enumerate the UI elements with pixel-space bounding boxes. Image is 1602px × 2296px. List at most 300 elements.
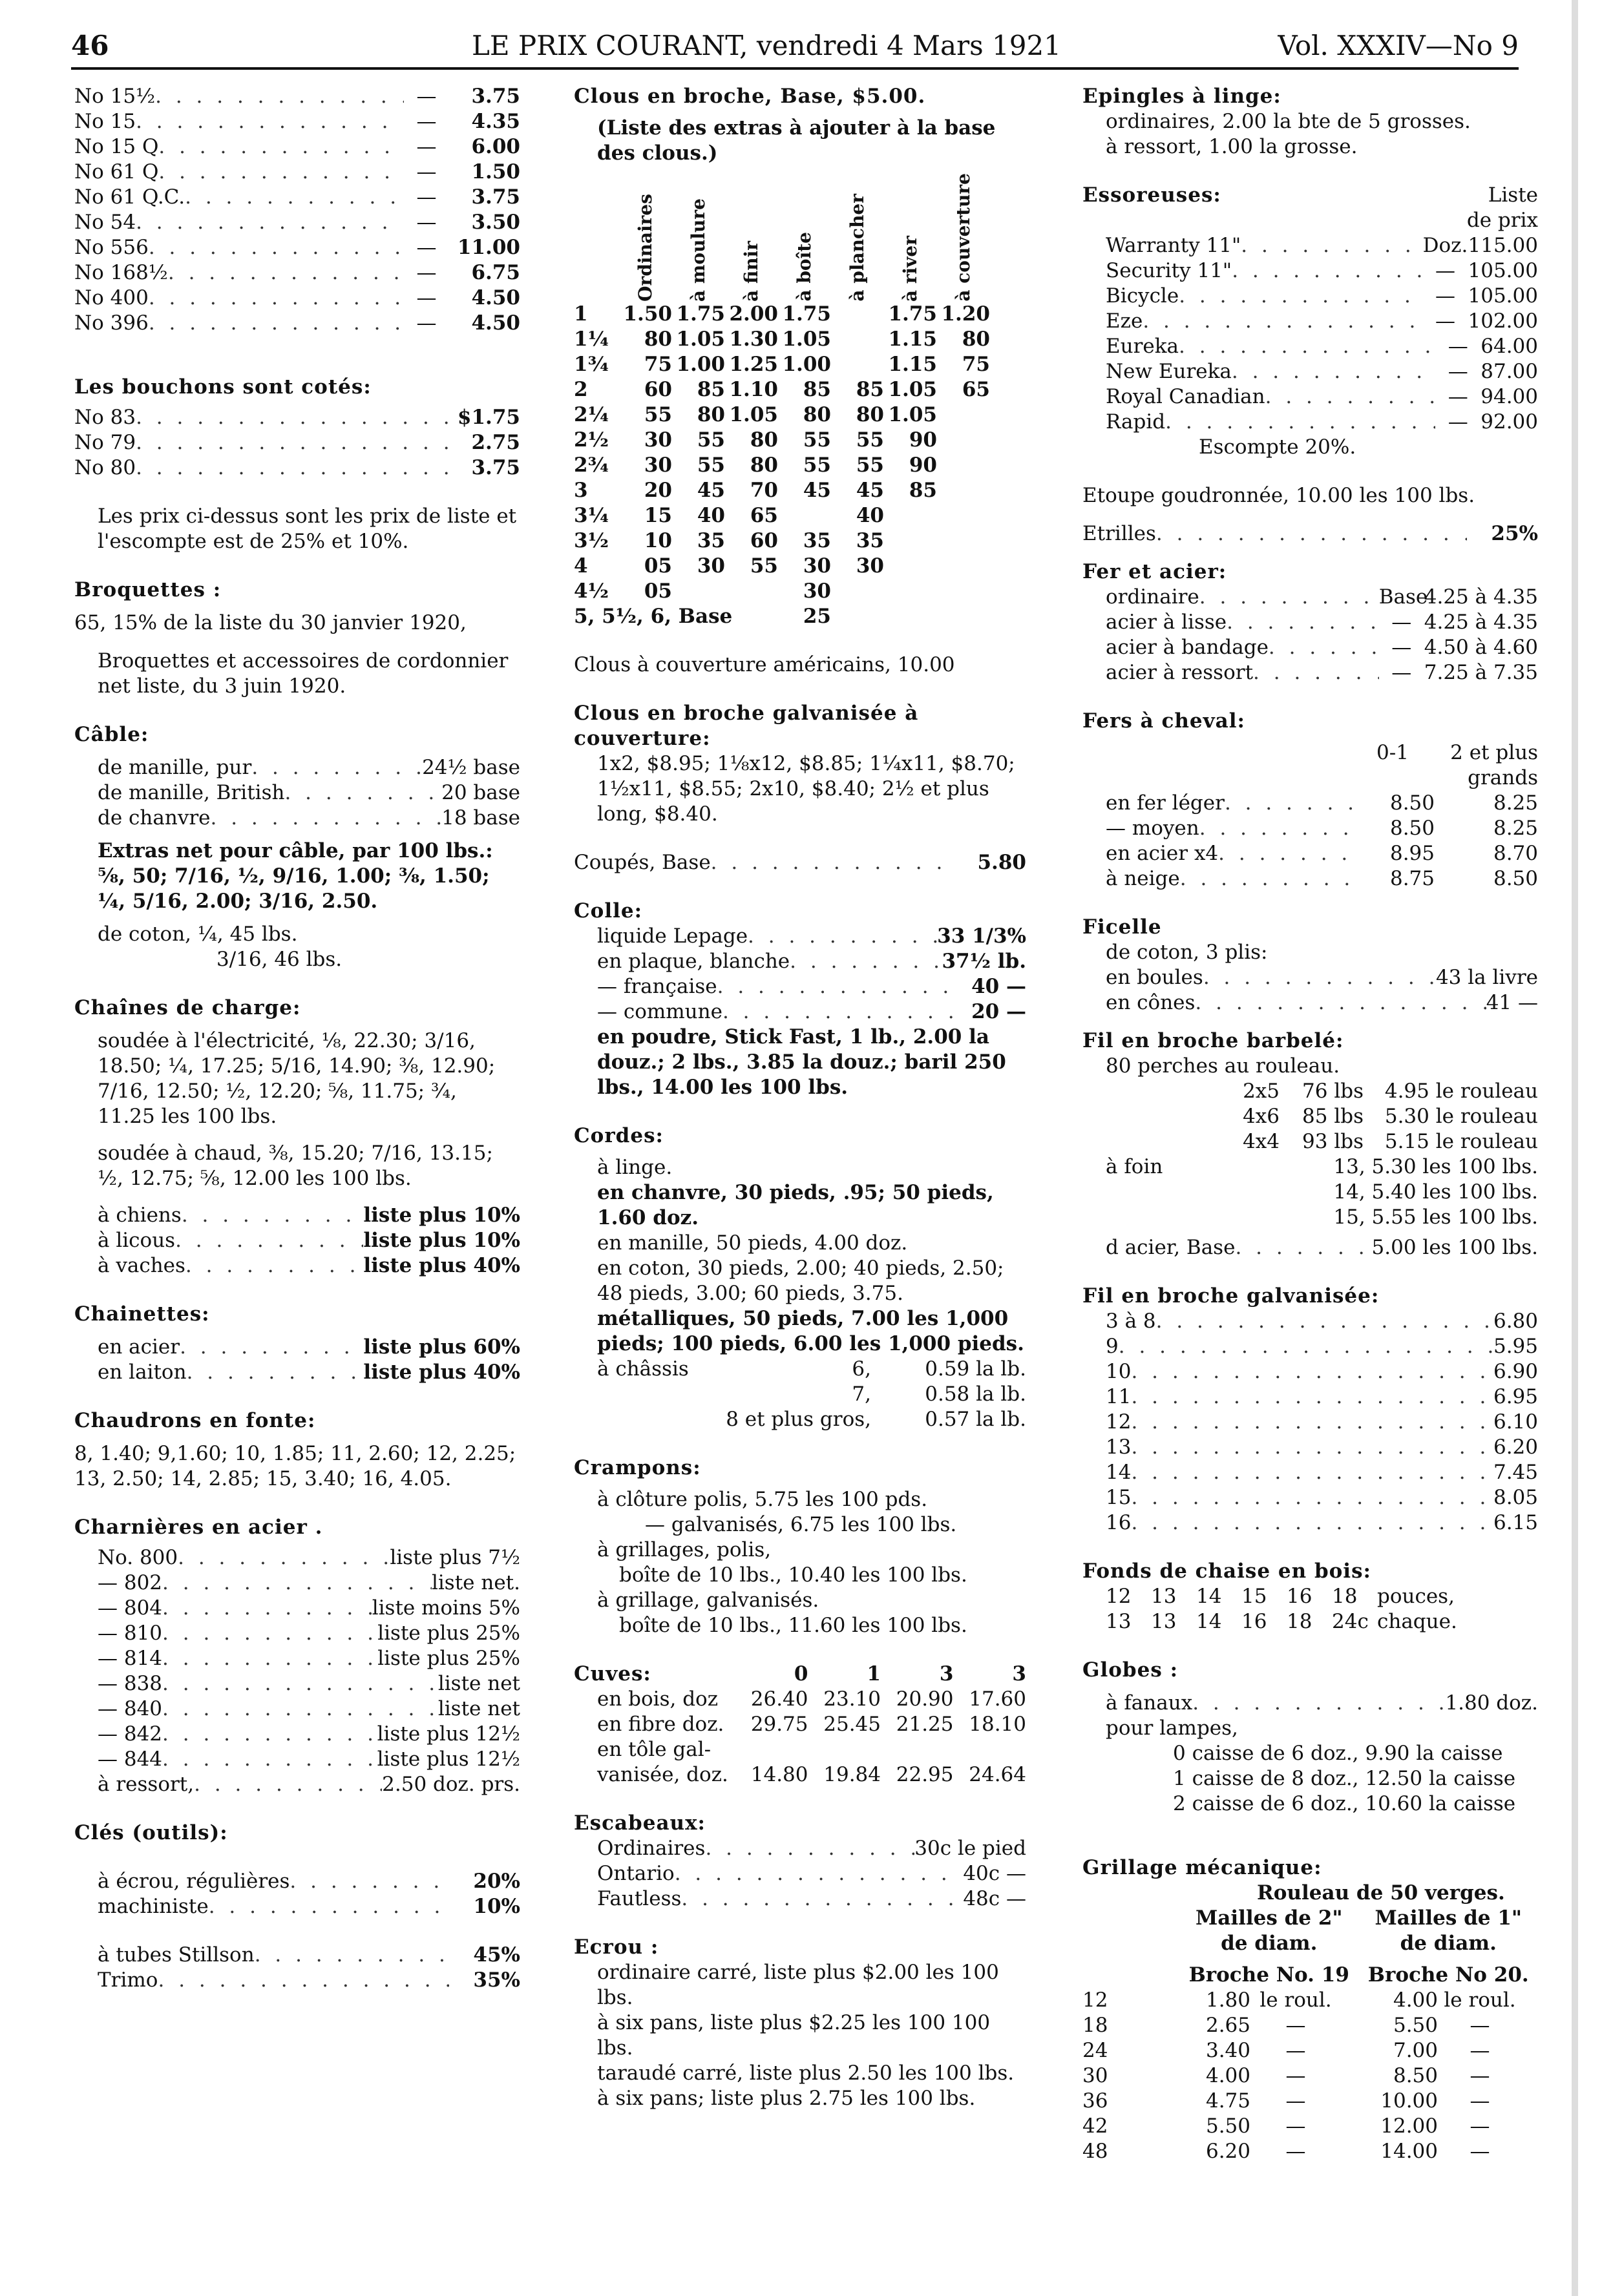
bouchon-row-label: No 83: [74, 406, 136, 429]
cable-row: [98, 780, 520, 806]
fil-galv-row: [1106, 1435, 1538, 1460]
charniere-row: [98, 1772, 520, 1797]
fers-title: Fers à cheval:: [1082, 709, 1245, 733]
clous-galv-prices: 1x2, $8.95; 1⅛x12, $8.85; 1¼x11, $8.70; 1½x11, $8.55; 2x10, $8.40; 2½ et plus long, $8.40.: [597, 752, 1015, 826]
chassis-row: [574, 1382, 1026, 1407]
fil-galv-row-label: 16: [1106, 1511, 1132, 1534]
fil-galv-row: [1106, 1460, 1538, 1485]
grillage-row: [1082, 1988, 1538, 2013]
dot-leader: [136, 405, 449, 430]
fer-row-unit: —: [1391, 661, 1412, 684]
charniere-row-label: — 814: [98, 1647, 163, 1670]
broquettes-note: Broquettes et accessoires de cordonnier net liste, du 3 juin 1920.: [98, 649, 509, 698]
cuves-cell: 17.60: [969, 1687, 1026, 1711]
fil-galv-row-value: 6.20: [1493, 1435, 1538, 1459]
globes-fanaux-value: 1.80 doz.: [1445, 1691, 1538, 1715]
colle-row: [597, 974, 1026, 999]
nails-cell: 1.05: [888, 403, 937, 426]
nails-cell: 90: [909, 428, 937, 452]
globes-fanaux-row: [1082, 1691, 1538, 1716]
nails-cell: 3½: [574, 529, 609, 552]
nails-cell: [937, 503, 990, 528]
number-row-unit: —: [416, 110, 437, 133]
dot-leader: [1232, 258, 1422, 284]
chainettes-list: [74, 1335, 520, 1385]
chainette-row-value: liste plus 60%: [363, 1335, 520, 1359]
fers-label: en acier x4: [1106, 842, 1219, 865]
cable-list: [74, 755, 520, 831]
colle-row-value: 33 1/3%: [937, 924, 1026, 948]
bouchon-row-value: 2.75: [471, 431, 520, 454]
fil-galv-row: [1106, 1384, 1538, 1410]
nails-cell: 65: [962, 378, 990, 401]
number-row: [74, 134, 520, 160]
number-row-value: 3.50: [471, 211, 520, 234]
nails-cell: 1.00: [676, 353, 725, 376]
grillage-size: 18: [1082, 2014, 1108, 2037]
chaudrons-title: Chaudrons en fonte:: [74, 1409, 316, 1432]
dot-leader: [162, 1621, 377, 1646]
ecrou-line-2: à six pans, liste plus $2.25 les 100 100 lbs.: [597, 2011, 991, 2060]
fil-barbele-a: 4x4: [1243, 1130, 1280, 1153]
nails-cell: 30: [803, 579, 831, 603]
dot-leader: [290, 1869, 449, 1894]
essoreuse-row-value: 105.00: [1468, 284, 1538, 308]
ficelle-row: [1106, 990, 1538, 1016]
essoreuse-row: [1106, 334, 1538, 359]
fonds-cell: 24c: [1332, 1610, 1369, 1633]
fil-barbele-b: 85 lbs: [1302, 1105, 1364, 1128]
globes-title: Globes :: [1082, 1658, 1179, 1682]
colle-title: Colle:: [574, 899, 643, 923]
dot-leader: [1199, 816, 1364, 841]
cuves-head: 1: [867, 1662, 881, 1685]
cles-list-2: [74, 1943, 520, 1993]
fonds-title: Fonds de chaise en bois:: [1082, 1560, 1371, 1583]
escabeau-row-label: Fautless: [597, 1887, 682, 1910]
essoreuses-liste: Liste: [1488, 183, 1538, 207]
nails-cell: 75: [962, 353, 990, 376]
cordes-line-2: en chanvre, 30 pieds, .95; 50 pieds, 1.60 doz.: [597, 1181, 994, 1229]
nails-cell: 30: [644, 428, 672, 452]
cle-row-value: 45%: [473, 1943, 520, 1967]
number-row-unit: —: [416, 236, 437, 259]
dot-leader: [1195, 990, 1486, 1016]
nails-cell: [937, 528, 990, 554]
essoreuse-row-label: Rapid: [1106, 410, 1166, 433]
nails-cell: [884, 579, 937, 604]
fil-barbele-c: 5.30 le rouleau: [1384, 1105, 1538, 1128]
nails-cell: 55: [803, 428, 831, 452]
chassis-size: 6,: [852, 1357, 871, 1381]
dot-leader: [158, 134, 404, 160]
dot-leader: [1199, 585, 1379, 610]
nails-cell: 70: [750, 479, 778, 502]
grillage-b: 5.50: [1393, 2014, 1438, 2037]
fil-galv-row: [1106, 1334, 1538, 1359]
grillage-b: 10.00: [1380, 2089, 1438, 2113]
fonds-cell: 14: [1196, 1585, 1222, 1608]
charniere-row-label: à ressort,: [98, 1773, 195, 1796]
nails-cell: 3: [574, 479, 588, 502]
nails-cell: 55: [750, 554, 778, 578]
chassis-size: 8 et plus gros,: [726, 1408, 871, 1431]
fer-row-unit: Base: [1378, 585, 1428, 609]
nails-col-header: à moulure: [688, 198, 709, 302]
grillage-h1b: de diam.: [1221, 1932, 1318, 1955]
nails-cell: 35: [697, 529, 725, 552]
fers-b: 8.25: [1493, 817, 1538, 840]
cuves-table: [574, 1662, 1026, 1788]
nails-cell: 2: [574, 378, 588, 401]
number-row: [74, 210, 520, 235]
charniere-row-label: — 842: [98, 1722, 163, 1746]
nails-cell: 1.75: [782, 302, 831, 326]
dot-leader: [178, 1545, 390, 1571]
nails-cell: 2¼: [574, 403, 609, 426]
cordes-line-5: métalliques, 50 pieds, 7.00 les 1,000 pieds; 100 pieds, 6.00 les 1,000 pieds.: [597, 1307, 1024, 1355]
fonds-cell: 14: [1196, 1610, 1222, 1633]
grillage-ub: —: [1470, 2089, 1490, 2113]
grillage-size: 42: [1082, 2114, 1108, 2138]
nails-cell: 15: [644, 504, 672, 527]
cle-row-value: 20%: [473, 1870, 520, 1893]
dot-leader: [211, 806, 442, 831]
number-row: [74, 311, 520, 336]
number-row-unit: —: [416, 135, 437, 158]
escabeau-row: [597, 1886, 1026, 1912]
grillage-ua: —: [1285, 2140, 1306, 2163]
nails-cell: 80: [803, 403, 831, 426]
charniere-row-label: No. 800: [98, 1546, 178, 1569]
ecrou-title: Ecrou :: [574, 1936, 659, 1959]
grillage-ua: —: [1285, 2039, 1306, 2062]
cuves-head: 3: [1012, 1662, 1026, 1685]
colle-row-value: 37½ lb.: [942, 950, 1026, 973]
chaine-row-label: à licous: [98, 1229, 176, 1252]
fil-galv-title: Fil en broche galvanisée:: [1082, 1284, 1380, 1308]
dot-leader: [1119, 1334, 1493, 1359]
ecrou-line-4: à six pans; liste plus 2.75 les 100 lbs.: [597, 2087, 976, 2110]
nails-last-value: 25: [803, 605, 831, 628]
fers-a: 8.50: [1389, 817, 1435, 840]
chaine-row: [98, 1203, 520, 1228]
bouchon-row: [74, 405, 520, 430]
nails-cell: 40: [697, 504, 725, 527]
dot-leader: [162, 1671, 438, 1696]
ficelle-title: Ficelle: [1082, 915, 1162, 939]
fil-galv-row-label: 10: [1106, 1360, 1132, 1383]
essoreuse-row-unit: —: [1448, 385, 1468, 408]
numbers-list: [74, 84, 520, 336]
essoreuse-row-value: 87.00: [1481, 360, 1538, 383]
charniere-row: [98, 1621, 520, 1646]
nails-cell: 55: [856, 454, 884, 477]
grillage-broche-2: Broche No 20.: [1367, 1963, 1529, 1987]
nails-cell: 2½: [574, 428, 609, 452]
bouchons-note: Les prix ci-dessus sont les prix de liste et l'escompte est de 25% et 10%.: [98, 505, 517, 553]
fers-list: [1082, 791, 1538, 892]
cable-extras: Extras net pour câble, par 100 lbs.: ⅝, 50; 7/16, ½, 9/16, 1.00; ⅜, 1.50; ¼, 5/16, 2.00; 3/16, 2.50.: [98, 839, 493, 913]
fil-barbele-c: 5.15 le rouleau: [1384, 1130, 1538, 1153]
cuves-head: 0: [794, 1662, 808, 1685]
number-row-value: 4.50: [471, 311, 520, 335]
charniere-row-value: liste net: [437, 1672, 520, 1695]
nails-cell: [937, 554, 990, 579]
number-row-value: 6.75: [471, 261, 520, 284]
nails-cell: 30: [856, 554, 884, 578]
number-row-label: No 15 Q: [74, 135, 159, 158]
number-row-value: 6.00: [471, 135, 520, 158]
ficelle-row-label: en cônes: [1106, 991, 1196, 1014]
ficelle-row-value: 41 —: [1486, 991, 1538, 1014]
crampons-line-3: à grillages, polis,: [597, 1538, 772, 1561]
fil-barbele-b: 93 lbs: [1302, 1130, 1364, 1153]
dot-leader: [675, 1861, 964, 1886]
nails-col-header: à plancher: [847, 194, 868, 302]
nails-col-header: à boîte: [794, 232, 815, 302]
fer-row-label: ordinaire: [1106, 585, 1199, 609]
number-row-unit: —: [416, 211, 437, 234]
nails-cell: 60: [644, 378, 672, 401]
nails-cell: [937, 453, 990, 478]
fer-row-value: 4.50 à 4.60: [1424, 636, 1538, 659]
etoupe-line: Etoupe goudronnée, 10.00 les 100 lbs.: [1082, 484, 1475, 507]
fer-title: Fer et acier:: [1082, 560, 1227, 583]
epingles-title: Epingles à linge:: [1082, 85, 1281, 108]
fonds-row: [1106, 1609, 1538, 1634]
dot-leader: [162, 1722, 377, 1747]
nails-cell: 1¼: [574, 328, 609, 351]
nails-cell: [725, 579, 778, 604]
dot-leader: [185, 1253, 363, 1278]
number-row-unit: —: [416, 286, 437, 309]
nails-cell: 30: [644, 454, 672, 477]
fil-acier-value: 5.00 les 100 lbs.: [1371, 1236, 1538, 1259]
fonds-cell: 13: [1106, 1610, 1132, 1633]
cuves-cell: 25.45: [823, 1713, 881, 1736]
fer-row-label: acier à lisse: [1106, 611, 1227, 634]
chassis-price: 0.58 la lb.: [925, 1383, 1026, 1406]
fers-label: en fer léger: [1106, 791, 1225, 815]
essoreuse-row: [1106, 284, 1538, 309]
fil-barbele-list: [1082, 1079, 1538, 1154]
fil-foin-row: 14, 5.40 les 100 lbs.: [1333, 1180, 1538, 1204]
fer-row: [1106, 635, 1538, 660]
nails-cell: 1.20: [941, 302, 990, 326]
essoreuse-row: [1106, 384, 1538, 410]
nails-cell: [884, 554, 937, 579]
chainette-row-label: en acier: [98, 1335, 180, 1359]
grillage-a: 6.20: [1205, 2140, 1250, 2163]
nails-cell: 55: [697, 428, 725, 452]
grillage-row: [1082, 2089, 1538, 2114]
dot-leader: [168, 260, 404, 286]
dot-leader: [1179, 284, 1422, 309]
colle-list: [574, 924, 1026, 1025]
cle-row-label: machiniste: [98, 1895, 209, 1918]
grillage-size: 12: [1082, 1988, 1108, 2012]
cle-row: [98, 1869, 520, 1894]
cable-coton-1: de coton, ¼, 45 lbs.: [98, 923, 298, 946]
grillage-ub: —: [1470, 2039, 1490, 2062]
colle-row: [597, 924, 1026, 949]
nails-cell: 55: [856, 428, 884, 452]
dot-leader: [1225, 791, 1364, 816]
clous-americains: Clous à couverture américains, 10.00: [574, 653, 955, 676]
cuves-cell: 24.64: [969, 1763, 1026, 1786]
chaines-elec: soudée à l'électricité, ⅛, 22.30; 3/16, 18.50; ¼, 17.25; 5/16, 14.90; ⅜, 12.90; 7/16, 12.50; ½, 12.20; ⅝, 11.75; ¾, 11.25 les 100 lbs.: [98, 1029, 496, 1128]
cle-row-value: 10%: [473, 1895, 520, 1918]
dot-leader: [162, 1646, 377, 1671]
charniere-row-value: liste plus 12½: [377, 1748, 520, 1771]
number-row-label: No 556: [74, 236, 149, 259]
dot-leader: [722, 999, 955, 1025]
nails-cell: 40: [856, 504, 884, 527]
fil-barbele-b: 76 lbs: [1302, 1080, 1364, 1103]
escabeaux-title: Escabeaux:: [574, 1811, 706, 1835]
page-number: 46: [71, 30, 109, 61]
grillage-b: 7.00: [1393, 2039, 1438, 2062]
escabeau-row-value: 30c le pied: [914, 1837, 1026, 1860]
chassis-size: 7,: [852, 1383, 871, 1406]
grillage-ub: —: [1470, 2014, 1490, 2037]
number-row-label: No 61 Q: [74, 160, 159, 183]
number-row: [74, 235, 520, 260]
cuves-cell: 29.75: [750, 1713, 808, 1736]
crampons-line-6: boîte de 10 lbs., 11.60 les 100 lbs.: [619, 1614, 967, 1637]
nails-col-header: Ordinaires: [635, 194, 656, 302]
fil-acier-label: d acier, Base: [1106, 1236, 1236, 1259]
essoreuse-row-unit: Doz.: [1422, 234, 1468, 257]
nails-cell: 35: [803, 529, 831, 552]
essoreuse-row-unit: —: [1435, 259, 1456, 282]
nails-cell: 20: [644, 479, 672, 502]
cuves-row-label: en fibre doz.: [597, 1713, 724, 1736]
charniere-row: [98, 1722, 520, 1747]
fil-galv-row-label: 14: [1106, 1461, 1132, 1484]
nails-cell: [778, 503, 831, 528]
number-row: [74, 109, 520, 134]
chaine-row-label: à vaches: [98, 1254, 185, 1277]
number-row-unit: —: [416, 85, 437, 108]
dot-leader: [182, 1203, 364, 1228]
dot-leader: [162, 1696, 438, 1722]
fil-acier-row: [1082, 1235, 1538, 1260]
bouchon-row: [74, 455, 520, 481]
dot-leader: [1203, 965, 1436, 990]
cuves-cell: 19.84: [823, 1763, 881, 1786]
colle-poudre: en poudre, Stick Fast, 1 lb., 2.00 la douz.; 2 lbs., 3.85 la douz.; baril 250 lbs., 14.00 les 100 lbs.: [597, 1025, 1006, 1099]
fil-galv-row: [1106, 1410, 1538, 1435]
dot-leader: [1131, 1359, 1493, 1384]
fers-a: 8.50: [1389, 791, 1435, 815]
colle-row-label: en plaque, blanche: [597, 950, 790, 973]
cordes-title: Cordes:: [574, 1124, 664, 1147]
dot-leader: [162, 1571, 432, 1596]
ficelle-row-label: en boules: [1106, 966, 1203, 989]
fers-row: [1106, 866, 1538, 892]
fil-foin-row: 15, 5.55 les 100 lbs.: [1333, 1205, 1538, 1229]
grillage-ub: —: [1470, 2140, 1490, 2163]
grillage-row: [1082, 2139, 1538, 2164]
dot-leader: [194, 1772, 382, 1797]
cuves-head: 3: [939, 1662, 954, 1685]
crampons-title: Crampons:: [574, 1456, 701, 1479]
cuves-cell: 23.10: [823, 1687, 881, 1711]
fonds-cell: 13: [1151, 1585, 1177, 1608]
clous-galv-title: Clous en broche galvanisée à couverture:: [574, 702, 919, 750]
crampons-line-4: boîte de 10 lbs., 10.40 les 100 lbs.: [619, 1563, 967, 1587]
nails-cell: 1.25: [729, 353, 778, 376]
charniere-row-label: — 810: [98, 1622, 163, 1645]
grillage-ua: —: [1285, 2014, 1306, 2037]
fer-row-value: 4.25 à 4.35: [1424, 585, 1538, 609]
grillage-ub: —: [1470, 2064, 1490, 2087]
fer-row: [1106, 585, 1538, 610]
fil-galv-row-label: 12: [1106, 1410, 1132, 1434]
grillage-ua: —: [1285, 2114, 1306, 2138]
grillage-size: 36: [1082, 2089, 1108, 2113]
nails-cell: [937, 402, 990, 428]
grillage-table: [1082, 1988, 1538, 2164]
grillage-broche-header: [1082, 1963, 1538, 1988]
chaine-row-label: à chiens: [98, 1204, 182, 1227]
dot-leader: [1179, 334, 1435, 359]
fers-label: — moyen: [1106, 817, 1199, 840]
dot-leader: [149, 286, 404, 311]
dot-leader: [748, 924, 937, 949]
fil-galv-row-label: 9: [1106, 1335, 1119, 1358]
nails-last-row: [574, 604, 1026, 629]
nails-cell: 1.05: [676, 328, 725, 351]
number-row-unit: —: [416, 261, 437, 284]
number-row-value: 3.75: [471, 185, 520, 209]
chaine-row-value: liste plus 40%: [363, 1254, 520, 1277]
essoreuse-row: [1106, 258, 1538, 284]
cle-row: [98, 1894, 520, 1919]
nails-cell: [831, 579, 884, 604]
cle-row-label: à écrou, régulières: [98, 1870, 290, 1893]
cle-row-label: Trimo: [98, 1968, 158, 1992]
fers-row: [1106, 841, 1538, 866]
nails-cell: [672, 579, 725, 604]
cable-row-label: de manille, British: [98, 781, 285, 804]
nails-cell: 4: [574, 554, 588, 578]
fil-foin-row: 13, 5.30 les 100 lbs.: [1333, 1155, 1538, 1178]
essoreuse-row-unit: —: [1448, 360, 1468, 383]
essoreuse-row-value: 94.00: [1481, 385, 1538, 408]
dot-leader: [1131, 1510, 1493, 1536]
globes-caisse: 0 caisse de 6 doz., 9.90 la caisse: [1173, 1742, 1503, 1765]
fil-galv-row: [1106, 1309, 1538, 1334]
fil-galv-row-value: 6.80: [1493, 1310, 1538, 1333]
grillage-b: 4.00: [1393, 1988, 1438, 2012]
column-2: [574, 84, 1026, 2111]
nails-cell: 1.15: [888, 353, 937, 376]
essoreuse-row-value: 102.00: [1468, 309, 1538, 333]
page-title: LE PRIX COURANT, vendredi 4 Mars 1921: [472, 30, 1061, 61]
cable-row-label: de chanvre: [98, 806, 211, 830]
fil-galv-row-label: 3 à 8: [1106, 1310, 1156, 1333]
essoreuses-list: [1082, 233, 1538, 435]
number-row-unit: —: [416, 185, 437, 209]
dot-leader: [175, 1228, 363, 1253]
fers-b: 8.70: [1493, 842, 1538, 865]
chainette-row: [98, 1360, 520, 1385]
dot-leader: [158, 160, 404, 185]
nails-cell: 30: [697, 554, 725, 578]
